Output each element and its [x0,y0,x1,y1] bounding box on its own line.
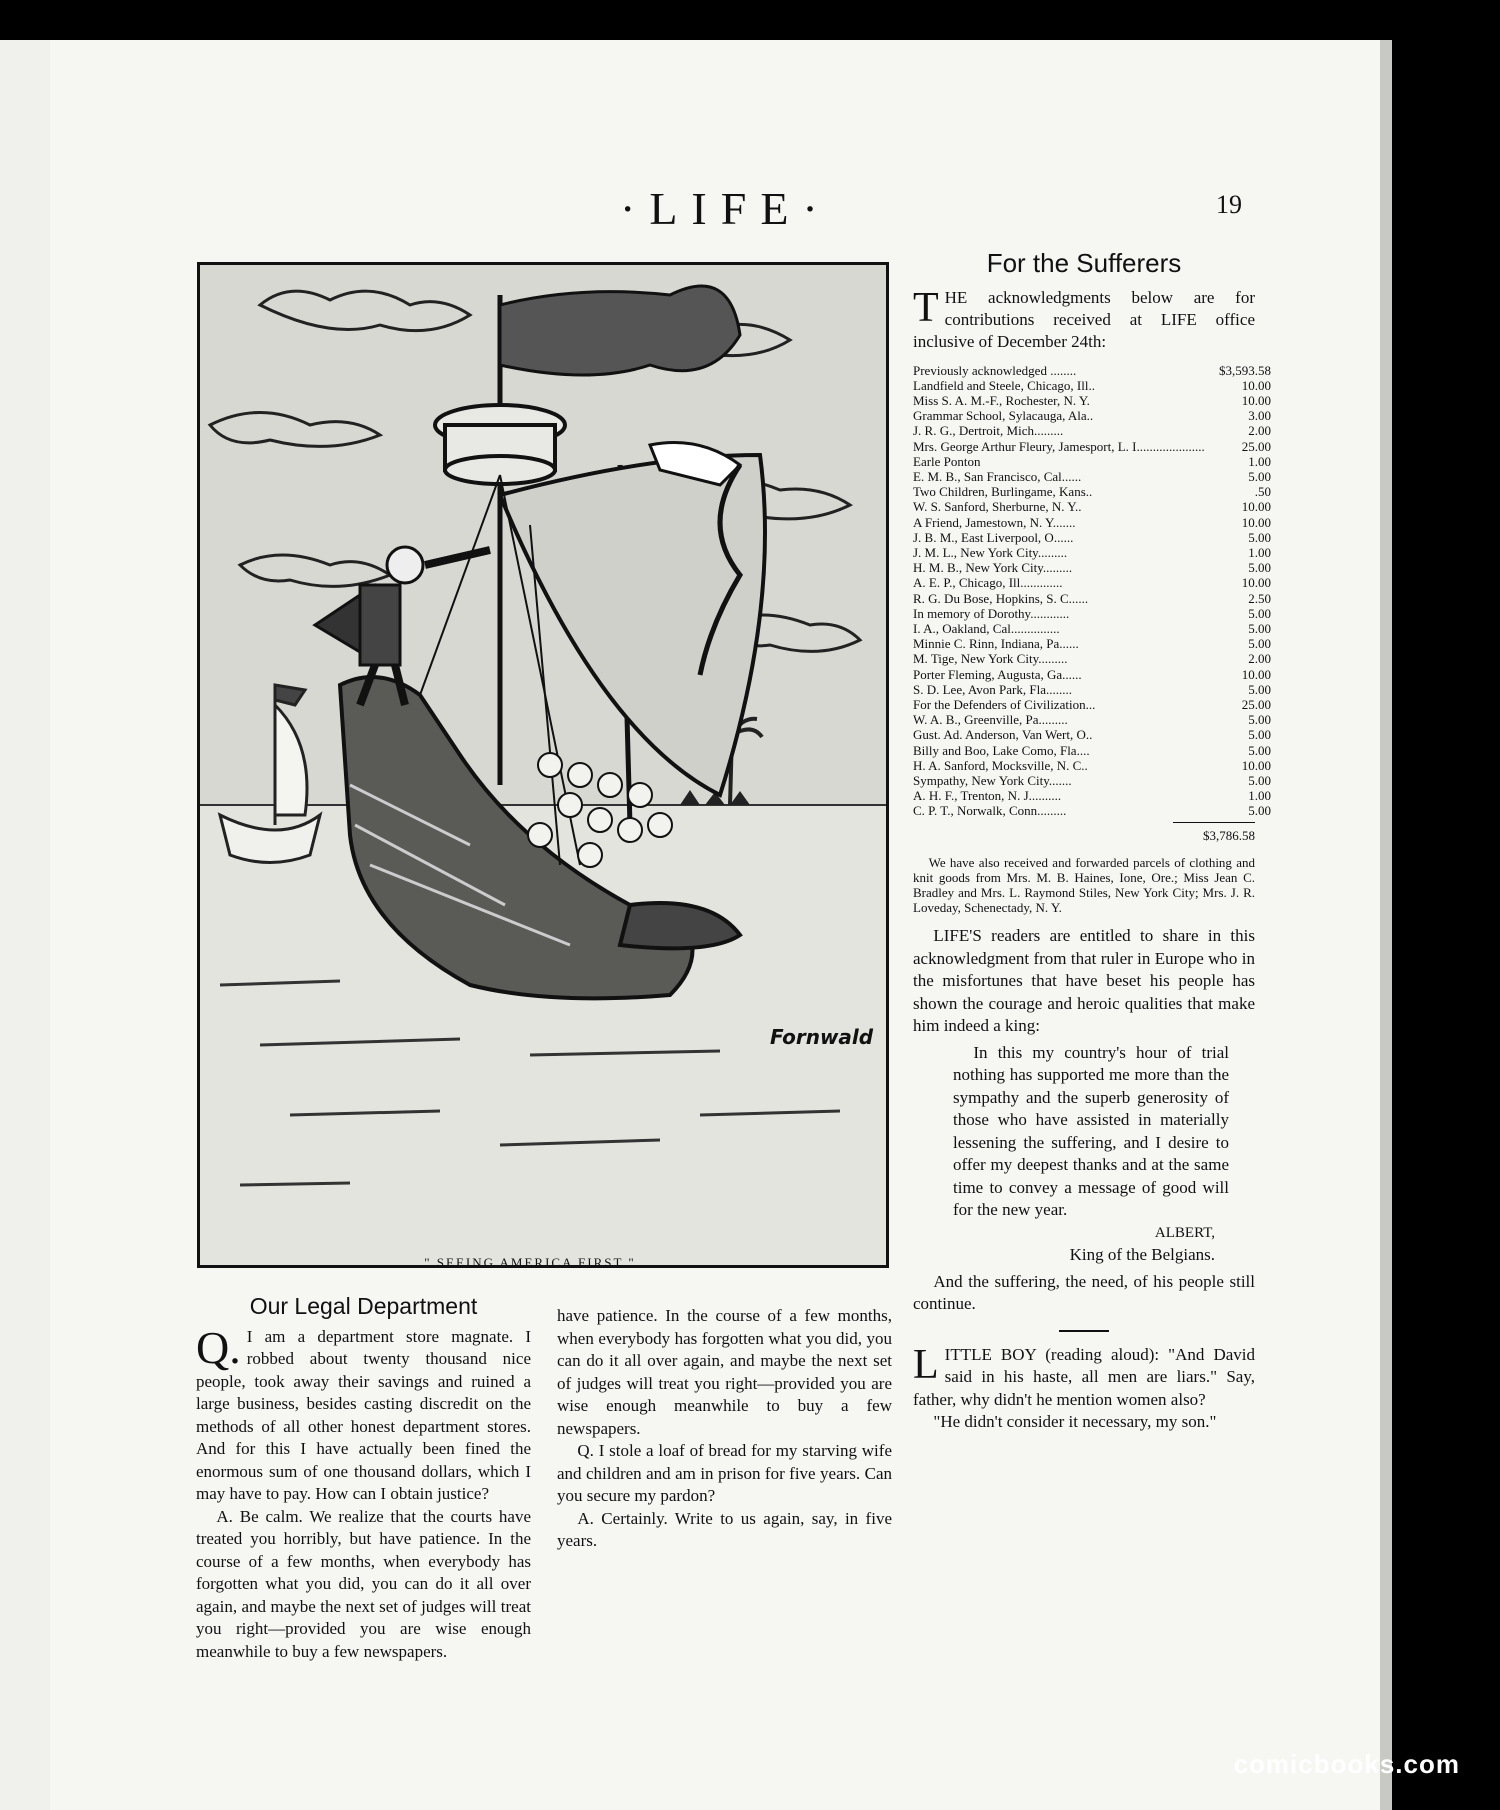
donation-amount: 5.00 [1248,605,1271,621]
donor-name: For the Defenders of Civilization... [913,696,1096,712]
donor-name: Previously acknowledged ........ [913,362,1077,378]
legal-column-right [557,1305,892,1553]
donor-name: Porter Fleming, Augusta, Ga...... [913,666,1082,682]
legal-dropcap: Q. [196,1321,241,1373]
acknowledgment-row [913,788,1271,803]
acknowledgment-row [913,560,1271,575]
readers-paragraph: LIFE'S readers are entitled to share in this acknowledgment from that ruler in Europe who in the misfortunes that have beset his people has shown the courage and heroic qualities that make him indeed a king: [913,926,1255,1036]
donation-amount: 2.00 [1248,651,1271,667]
donor-name: S. D. Lee, Avon Park, Fla........ [913,681,1072,697]
donation-amount: 5.00 [1248,712,1271,728]
joke-line-1: ITTLE BOY (reading aloud): "And David said in his haste, all men are liars." Say, father, why didn't he mention women also? [913,1344,1255,1409]
donor-name: A. H. F., Trenton, N. J.......... [913,788,1062,804]
donation-amount: 5.00 [1248,636,1271,652]
quote-signature: ALBERT, [1154,1224,1215,1241]
donor-name: I. A., Oakland, Cal............... [913,620,1060,636]
acknowledgment-row [913,363,1271,378]
donor-name: H. A. Sanford, Mocksville, N. C.. [913,757,1088,773]
acknowledgment-row [913,758,1271,773]
donor-name: Grammar School, Sylacauga, Ala.. [913,408,1094,424]
donor-name: Gust. Ad. Anderson, Van Wert, O.. [913,727,1093,743]
acknowledgment-list [913,363,1271,819]
donation-amount: 1.00 [1248,453,1271,469]
donation-amount: $3,593.58 [1219,362,1271,378]
donation-amount: 25.00 [1241,696,1271,712]
acknowledgment-row [913,743,1271,758]
donor-name: H. M. B., New York City......... [913,560,1073,576]
acknowledgment-row [913,469,1271,484]
donation-amount: 25.00 [1241,438,1271,454]
donation-amount: 2.50 [1248,590,1271,606]
quote-title: King of the Belgians. [1069,1245,1215,1265]
parcels-note: We have also received and forwarded parcels of clothing and knit goods from Mrs. M. B. Haines, Ione, Ore.; Miss Jean C. Bradley and Mrs. L. Raymond Stiles, New York City; Mrs. J. R. Loveday, Schenectady, N. Y. [913,855,1255,916]
donor-name: W. A. B., Greenville, Pa......... [913,712,1068,728]
donor-name: J. M. L., New York City......... [913,544,1068,560]
cartoon-illustration [197,262,889,1268]
cartoon-caption: " SEEING AMERICA FIRST " [424,1255,636,1270]
donor-name: W. S. Sanford, Sherburne, N. Y.. [913,499,1082,515]
legal-answer-1-cont: have patience. In the course of a few months, when everybody has forgotten what you did, you can do it all over again, and maybe the next set of judges will treat you right—provided you are wise enough meanwhile to buy a few newspapers. [557,1306,892,1438]
ship-drawing [200,265,886,1265]
donation-amount: 5.00 [1248,620,1271,636]
donor-name: Sympathy, New York City....... [913,772,1072,788]
acknowledgment-row [913,545,1271,560]
acknowledgment-row [913,621,1271,636]
donor-name: Minnie C. Rinn, Indiana, Pa...... [913,636,1079,652]
donation-amount: 5.00 [1248,803,1271,819]
legal-question-2: Q. I stole a loaf of bread for my starving wife and children and am in prison for five years. Can you secure my pardon? [557,1441,892,1505]
acknowledgment-row [913,667,1271,682]
facing-page-edge [0,40,53,1810]
donation-amount: 5.00 [1248,742,1271,758]
donor-name: M. Tige, New York City......... [913,651,1068,667]
acknowledgment-row [913,499,1271,514]
acknowledgment-row [913,484,1271,499]
acknowledgment-row [913,530,1271,545]
donation-amount: 10.00 [1241,392,1271,408]
donor-name: Earle Ponton [913,453,981,469]
acknowledgment-row [913,454,1271,469]
acknowledgment-row [913,575,1271,590]
acknowledgment-row [913,378,1271,393]
donor-name: A Friend, Jamestown, N. Y....... [913,514,1076,530]
legal-answer-2: A. Certainly. Write to us again, say, in five years. [557,1508,892,1550]
donation-amount: 1.00 [1248,544,1271,560]
acknowledgment-row [913,682,1271,697]
donor-name: Mrs. George Arthur Fleury, Jamesport, L. I..................... [913,438,1205,454]
donation-amount: 5.00 [1248,772,1271,788]
acknowledgment-row [913,803,1271,818]
acknowledgment-row [913,712,1271,727]
donation-amount: 10.00 [1241,499,1271,515]
donation-amount: 10.00 [1241,757,1271,773]
section-divider [1059,1330,1109,1332]
closing-paragraph: And the suffering, the need, of his people still continue. [913,1271,1255,1314]
acknowledgment-row [913,515,1271,530]
donation-amount: 2.00 [1248,423,1271,439]
acknowledgment-row [913,439,1271,454]
donor-name: Two Children, Burlingame, Kans.. [913,484,1093,500]
acknowledgment-row [913,408,1271,423]
donation-amount: 1.00 [1248,788,1271,804]
donation-amount: 5.00 [1248,560,1271,576]
acknowledgment-row [913,727,1271,742]
king-quote: In this my country's hour of trial nothing has supported me more than the sympathy and the superb generosity of those who have assisted in materially lessening the suffering, and I desire to offer my deepest thanks and at the same time to convey a message of good will for the new year. [953,1042,1229,1220]
sufferers-intro: HE acknowledgments below are for contributions received at LIFE office inclusive of December 24th: [913,287,1255,351]
legal-title: Our Legal Department [249,1293,478,1319]
artist-signature: Fornwald [770,1025,874,1049]
donor-name: J. R. G., Dertroit, Mich......... [913,423,1064,439]
donor-name: Miss S. A. M.-F., Rochester, N. Y. [913,392,1090,408]
donation-amount: 5.00 [1248,681,1271,697]
masthead: ·LIFE· [620,183,832,234]
donation-amount: 10.00 [1241,514,1271,530]
donation-amount: 5.00 [1248,468,1271,484]
acknowledgment-row [913,636,1271,651]
joke-dropcap: L [913,1341,939,1388]
acknowledgment-row [913,591,1271,606]
donor-name: C. P. T., Norwalk, Conn......... [913,803,1067,819]
donor-name: E. M. B., San Francisco, Cal...... [913,468,1082,484]
legal-answer-1: A. Be calm. We realize that the courts have treated you horribly, but have patience. In the course of a few months, when everybody has forgotten what you did, you can do it all over again, and maybe the next set of judges will treat you right—provided you are wise enough meanwhile to buy a few newspapers. [196,1506,531,1661]
donor-name: In memory of Dorothy............ [913,605,1070,621]
legal-column-left [196,1293,531,1661]
donation-amount: 10.00 [1241,575,1271,591]
acknowledgment-row [913,773,1271,788]
acknowledgment-row [913,606,1271,621]
donation-amount: .50 [1254,484,1271,500]
donation-amount: 3.00 [1248,408,1271,424]
donation-amount: 10.00 [1241,377,1271,393]
joke-line-2: "He didn't consider it necessary, my son." [933,1412,1217,1432]
donation-amount: 10.00 [1241,666,1271,682]
donor-name: R. G. Du Bose, Hopkins, S. C...... [913,590,1089,606]
site-watermark: comicbooks.com [1233,1749,1460,1779]
acknowledgment-row [913,697,1271,712]
sufferers-dropcap: T [913,284,939,331]
acknowledgment-row [913,393,1271,408]
sufferers-title: For the Sufferers [986,248,1182,278]
acknowledgment-total: $3,786.58 [1173,822,1255,848]
legal-question-1: I am a department store magnate. I robbed about twenty thousand nice people, took away their savings and ruined a large business, besides casting discredit on the methods of all other honest department stores. And for this I have actually been fined the enormous sum of one thousand dollars, which I may have to pay. How can I obtain justice? [196,1326,531,1503]
acknowledgment-row [913,651,1271,666]
page-number: 19 [1216,190,1242,219]
page-spine [1380,40,1392,1810]
donation-amount: 5.00 [1248,529,1271,545]
donor-name: A. E. P., Chicago, Ill............. [913,575,1063,591]
donor-name: J. B. M., East Liverpool, O...... [913,529,1074,545]
donor-name: Landfield and Steele, Chicago, Ill.. [913,377,1095,393]
acknowledgment-row [913,423,1271,438]
donation-amount: 5.00 [1248,727,1271,743]
sufferers-column [913,248,1271,1434]
donor-name: Billy and Boo, Lake Como, Fla.... [913,742,1090,758]
